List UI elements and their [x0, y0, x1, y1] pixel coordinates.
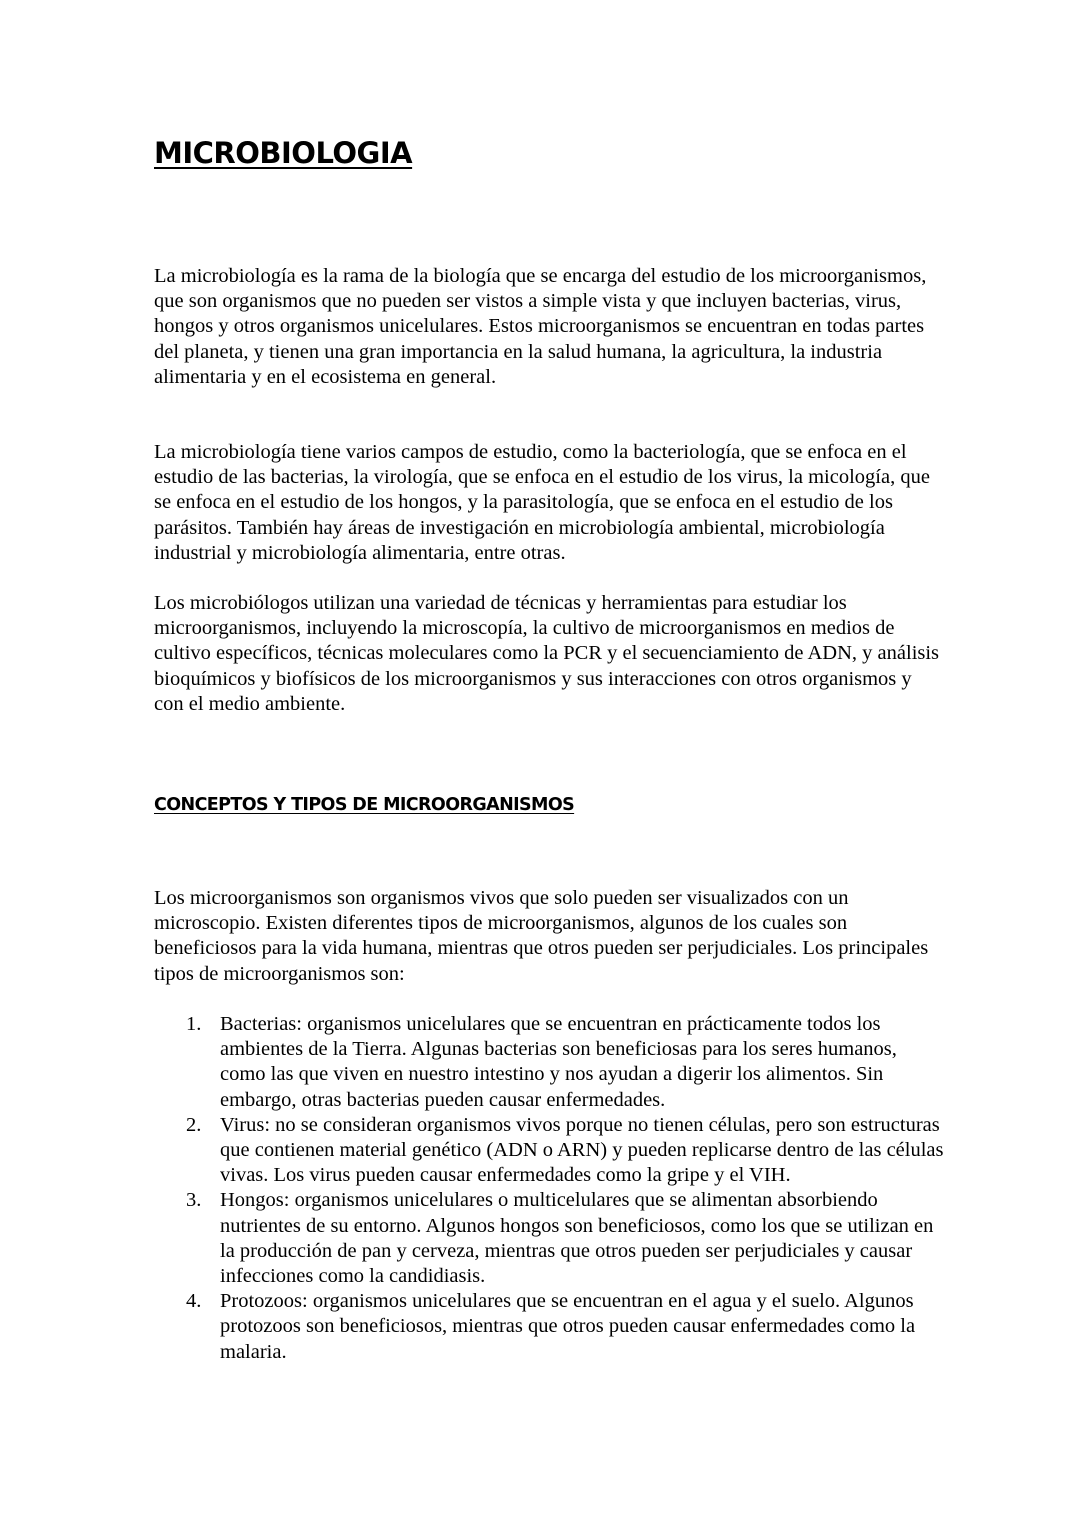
microorganism-types-list	[154, 1012, 944, 1365]
list-item-number: 2.	[186, 1113, 202, 1136]
list-item	[154, 1113, 944, 1189]
list-item	[154, 1188, 944, 1289]
section-paragraph: Los microorganismos son organismos vivos que solo pueden ser visualizados con un microscopio. Existen diferentes tipos de microorganismos, algunos de los cuales son beneficiosos para la vida humana, mientras que otros pueden ser perjudiciales. Los principales tipos de microorganismos son:	[154, 887, 929, 985]
section-heading: CONCEPTOS Y TIPOS DE MICROORGANISMOS	[154, 795, 575, 815]
list-item-text: Protozoos: organismos unicelulares que se encuentran en el agua y el suelo. Algunos protozoos son beneficiosos, mientras que otros pueden causar enfermedades como la malaria.	[220, 1290, 916, 1363]
intro-paragraph-3: Los microbiólogos utilizan una variedad de técnicas y herramientas para estudiar los microorganismos, incluyendo la microscopía, la cultivo de microorganismos en medios de cultivo específicos, técnicas moleculares como la PCR y el secuenciamiento de ADN, y análisis bioquímicos y biofísicos de los microorganismos y sus interacciones con otros organismos y con el medio ambiente.	[154, 592, 940, 715]
intro-paragraph-1: La microbiología es la rama de la biología que se encarga del estudio de los microorganismos, que son organismos que no pueden ser vistos a simple vista y que incluyen bacterias, virus, hongos y otros organismos unicelulares. Estos microorganismos se encuentran en todas partes del planeta, y tienen una gran importancia en la salud humana, la agricultura, la industria alimentaria y en el ecosistema en general.	[154, 265, 927, 388]
list-item-text: Virus: no se consideran organismos vivos porque no tienen células, pero son estructuras que contienen material genético (ADN o ARN) y pueden replicarse dentro de las células vivas. Los virus pueden causar enfermedades como la gripe y el VIH.	[220, 1113, 944, 1187]
list-item	[154, 1012, 944, 1113]
list-item-number: 4.	[186, 1290, 202, 1313]
list-item-number: 1.	[186, 1013, 202, 1035]
intro-paragraph-2: La microbiología tiene varios campos de estudio, como la bacteriología, que se enfoca en el estudio de las bacterias, la virología, que se enfoca en el estudio de los virus, la micología, que se enfoca en el estudio de los hongos, y la parasitología, que se enfoca en el estudio de los parásitos. También hay áreas de investigación en microbiología ambiental, microbiología industrial y microbiología alimentaria, entre otras.	[154, 441, 930, 564]
list-item-text: Hongos: organismos unicelulares o multicelulares que se alimentan absorbiendo nutrientes de su entorno. Algunos hongos son beneficiosos, como los que se utilizan en la producción de pan y cerveza, mientras que otros pueden ser perjudiciales y causar infecciones como la candidiasis.	[220, 1189, 934, 1288]
list-item	[154, 1289, 944, 1365]
list-item-text: Bacterias: organismos unicelulares que se encuentran en prácticamente todos los ambientes de la Tierra. Algunas bacterias son beneficiosas para los seres humanos, como las que viven en nuestro intestino y nos ayudan a digerir los alimentos. Sin embargo, otras bacterias pueden causar enfermedades.	[220, 1013, 897, 1111]
list-item-number: 3.	[186, 1189, 202, 1212]
page-title: MICROBIOLOGIA	[154, 136, 413, 170]
